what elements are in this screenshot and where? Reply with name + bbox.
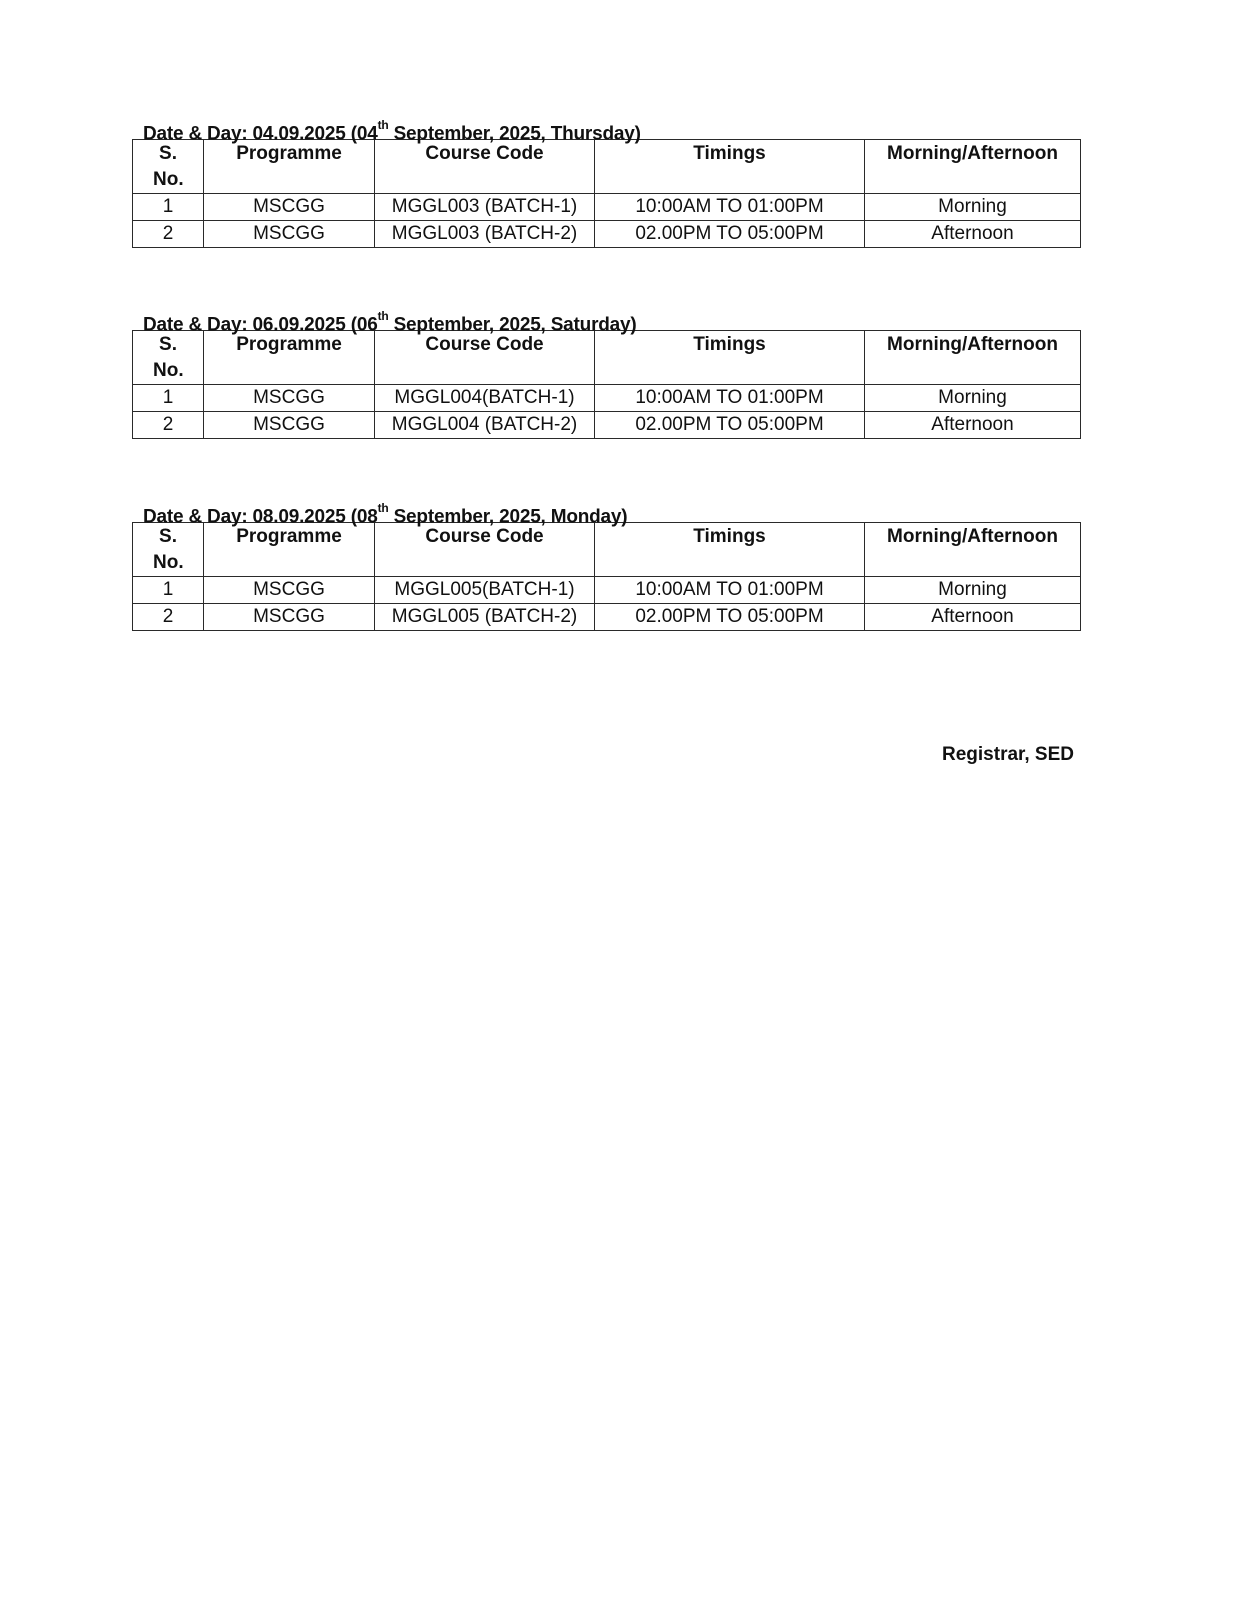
col-header-session: Morning/Afternoon: [865, 523, 1081, 577]
cell-timings: 10:00AM TO 01:00PM: [595, 194, 865, 221]
cell-session: Morning: [865, 194, 1081, 221]
cell-programme: MSCGG: [204, 194, 375, 221]
cell-session: Afternoon: [865, 221, 1081, 248]
col-header-timings: Timings: [595, 140, 865, 194]
schedule-table: [132, 330, 1081, 439]
schedule-heading: Date & Day: 08.09.2025 (08th September, 2025, Monday): [143, 501, 628, 528]
schedule-block-2: [132, 304, 1080, 439]
col-header-programme: Programme: [204, 331, 375, 385]
cell-programme: MSCGG: [204, 385, 375, 412]
cell-timings: 10:00AM TO 01:00PM: [595, 577, 865, 604]
col-header-session: Morning/Afternoon: [865, 331, 1081, 385]
cell-sno: 1: [133, 577, 204, 604]
schedule-heading: Date & Day: 04.09.2025 (04th September, 2025, Thursday): [143, 118, 641, 145]
cell-session: Afternoon: [865, 412, 1081, 439]
signature-line: Registrar, SED: [942, 744, 1074, 765]
cell-session: Afternoon: [865, 604, 1081, 631]
col-header-sno: S. No.: [133, 331, 204, 385]
col-header-timings: Timings: [595, 331, 865, 385]
cell-programme: MSCGG: [204, 221, 375, 248]
header-row: [133, 523, 1081, 577]
header-row: [133, 331, 1081, 385]
cell-sno: 2: [133, 604, 204, 631]
col-header-sno: S. No.: [133, 140, 204, 194]
cell-course-code: MGGL004 (BATCH-2): [375, 412, 595, 439]
cell-course-code: MGGL004(BATCH-1): [375, 385, 595, 412]
cell-sno: 2: [133, 221, 204, 248]
cell-timings: 10:00AM TO 01:00PM: [595, 385, 865, 412]
cell-course-code: MGGL005 (BATCH-2): [375, 604, 595, 631]
cell-sno: 1: [133, 385, 204, 412]
cell-sno: 1: [133, 194, 204, 221]
schedule-heading: Date & Day: 06.09.2025 (06th September, 2025, Saturday): [143, 309, 637, 336]
cell-session: Morning: [865, 385, 1081, 412]
col-header-course-code: Course Code: [375, 331, 595, 385]
cell-session: Morning: [865, 577, 1081, 604]
col-header-programme: Programme: [204, 523, 375, 577]
cell-programme: MSCGG: [204, 604, 375, 631]
table-row: [133, 577, 1081, 604]
col-header-programme: Programme: [204, 140, 375, 194]
cell-timings: 02.00PM TO 05:00PM: [595, 412, 865, 439]
cell-course-code: MGGL005(BATCH-1): [375, 577, 595, 604]
cell-course-code: MGGL003 (BATCH-2): [375, 221, 595, 248]
schedule-table: [132, 139, 1081, 248]
table-row: [133, 412, 1081, 439]
cell-course-code: MGGL003 (BATCH-1): [375, 194, 595, 221]
schedule-block-3: [132, 496, 1080, 631]
col-header-timings: Timings: [595, 523, 865, 577]
schedule-table: [132, 522, 1081, 631]
col-header-session: Morning/Afternoon: [865, 140, 1081, 194]
cell-programme: MSCGG: [204, 412, 375, 439]
cell-programme: MSCGG: [204, 577, 375, 604]
table-row: [133, 604, 1081, 631]
col-header-course-code: Course Code: [375, 140, 595, 194]
table-row: [133, 385, 1081, 412]
col-header-sno: S. No.: [133, 523, 204, 577]
cell-timings: 02.00PM TO 05:00PM: [595, 604, 865, 631]
col-header-course-code: Course Code: [375, 523, 595, 577]
cell-timings: 02.00PM TO 05:00PM: [595, 221, 865, 248]
schedule-block-1: [132, 113, 1080, 248]
table-row: [133, 194, 1081, 221]
table-row: [133, 221, 1081, 248]
header-row: [133, 140, 1081, 194]
cell-sno: 2: [133, 412, 204, 439]
